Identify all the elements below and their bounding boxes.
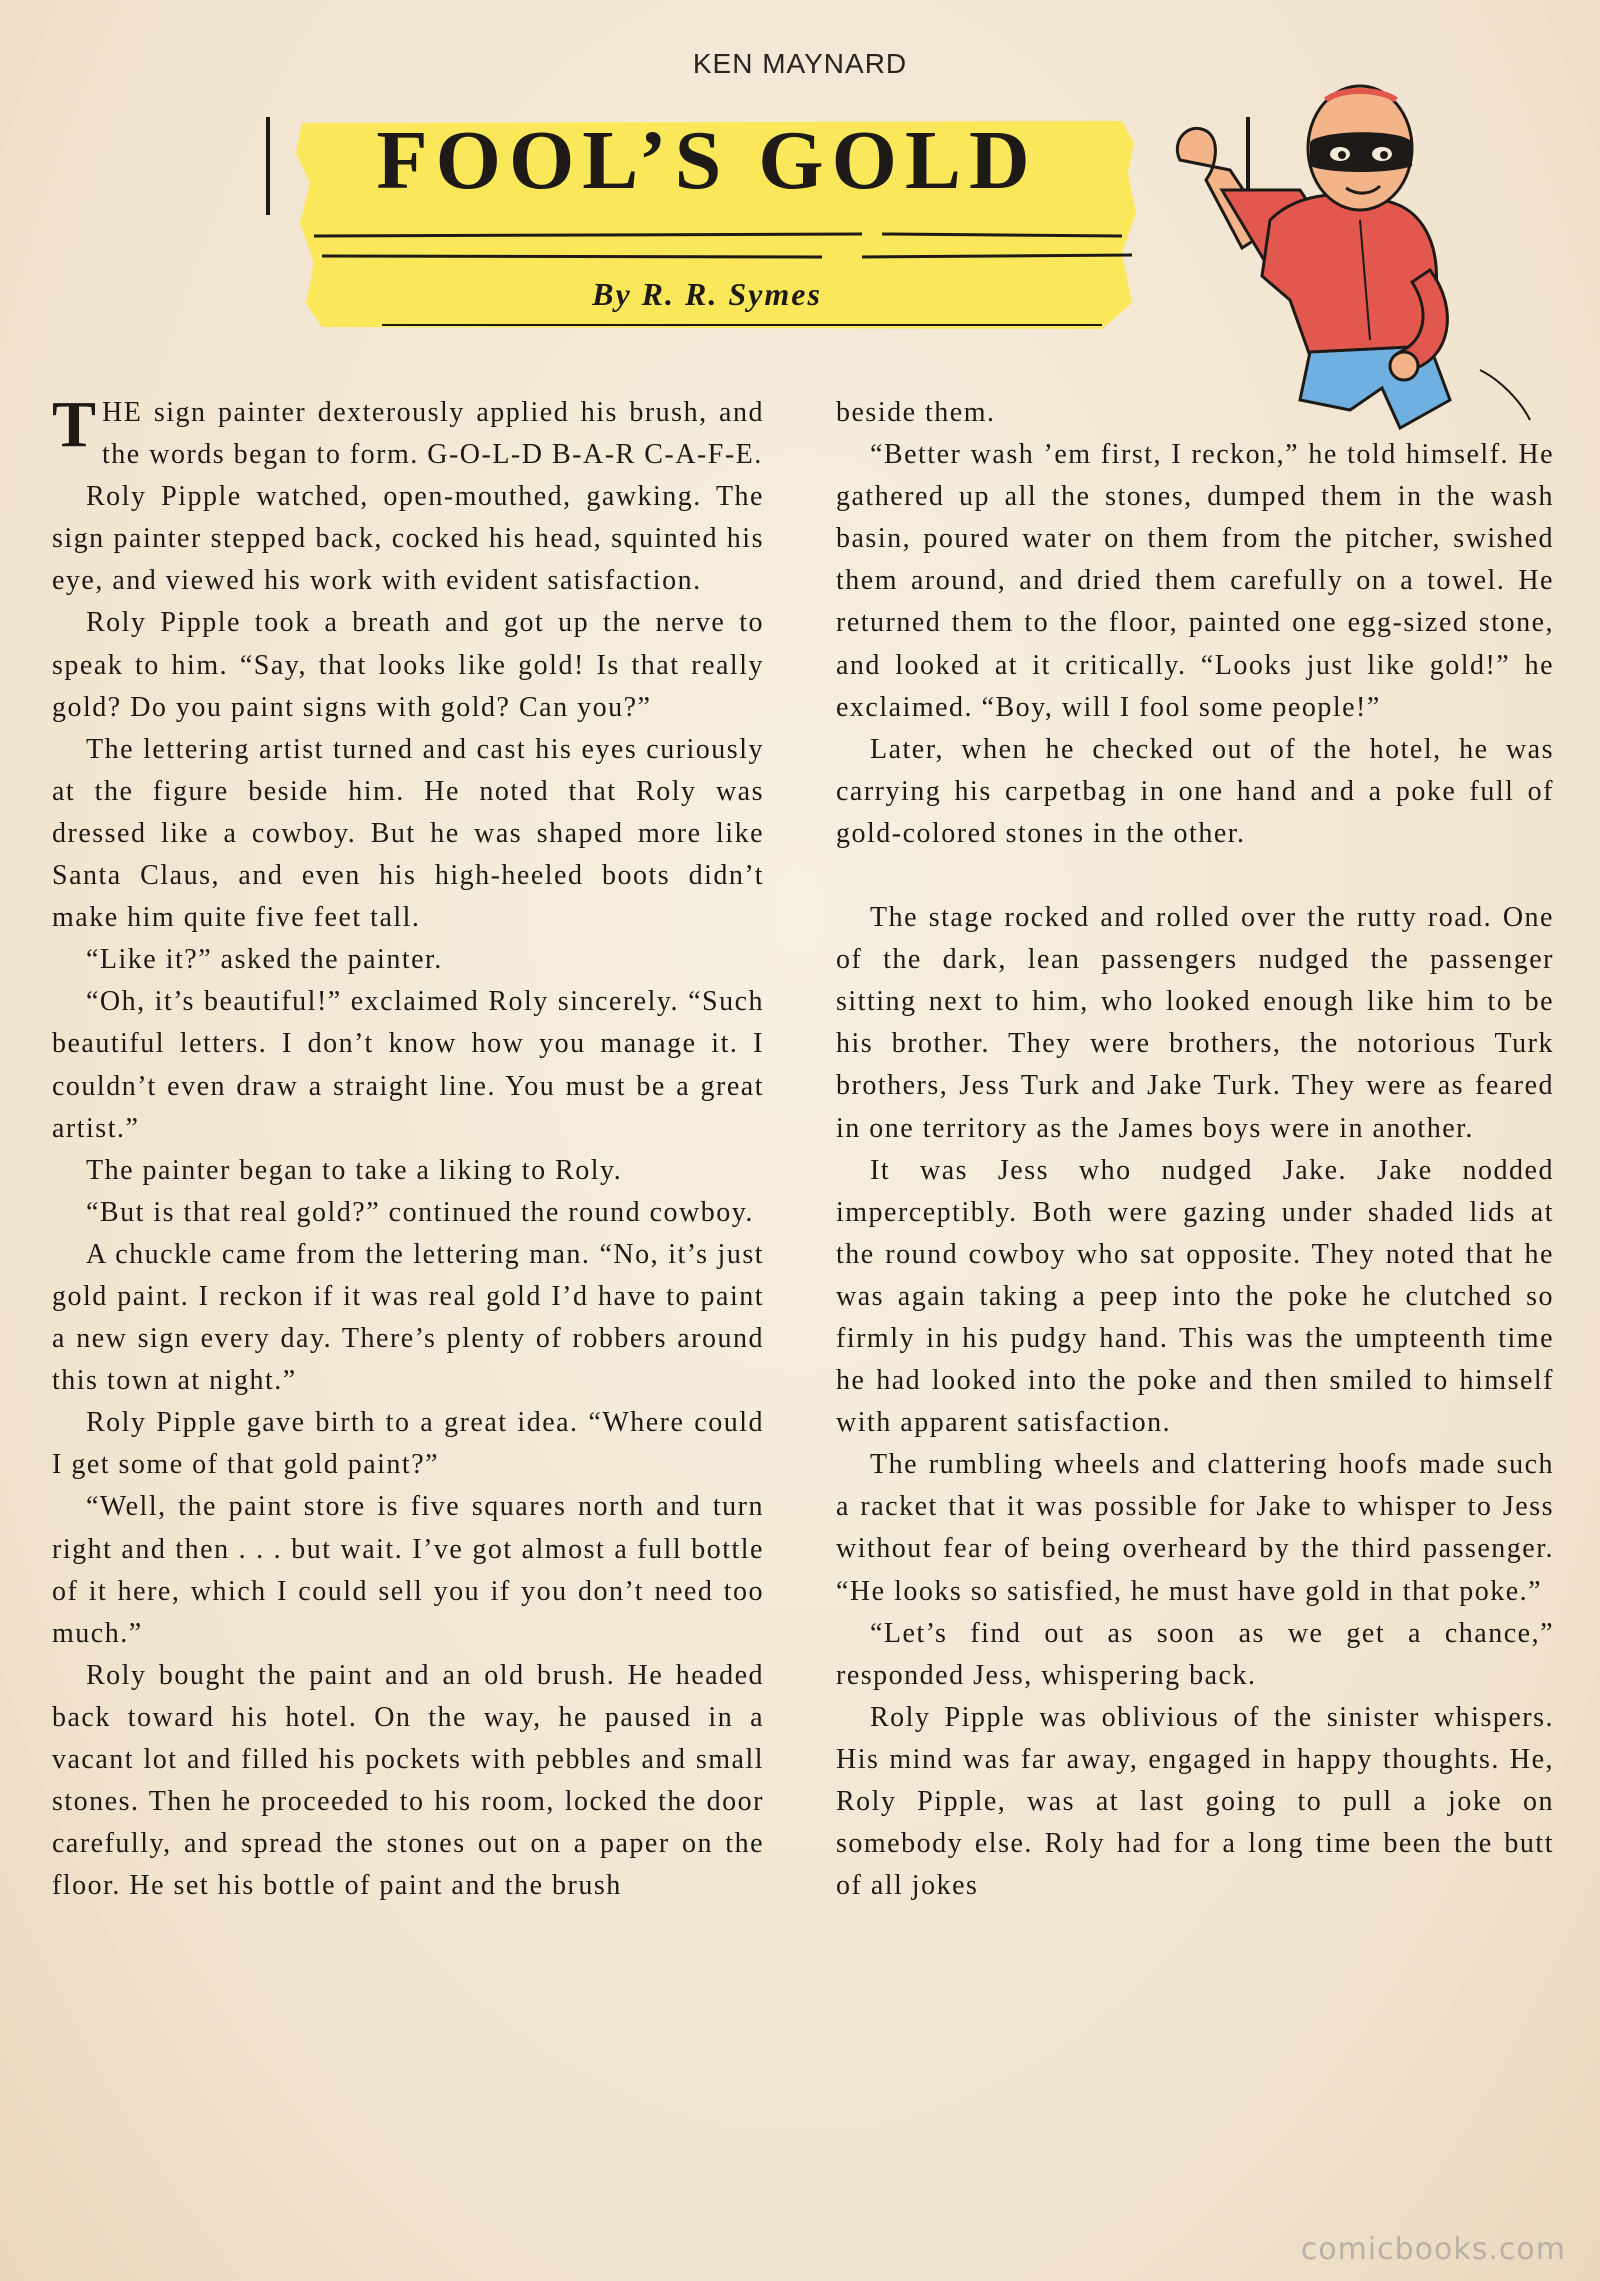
paragraph: THE sign painter dexterously applied his brush, and the words began to form. G-O-L-D B-A-R C-A-F-E. [52,388,764,471]
paragraph: The lettering artist turned and cast his eyes curiously at the figure beside him. He noted that Roly was dressed like a cowboy. But he was shaped more like Santa Claus, and even his high-heeled boots didn’t make him quite five feet tall. [52,733,764,934]
paragraph: “Better wash ’em first, I reckon,” he told himself. He gathered up all the stones, dumped them in the wash basin, poured water on them from the pitcher, swished them around, and dried them carefully on a towel. He returned them to the floor, painted one egg-sized stone, and looked at it critically. “Looks just like gold!” he exclaimed. “Boy, will I fool some people!” [836,439,1554,723]
paragraph: Later, when he checked out of the hotel, he was carrying his carpetbag in one hand and a poke full of gold-colored stones in the other. [836,733,1554,849]
story-title: FOOL’S GOLD [376,114,1038,207]
paragraph: Roly Pipple took a breath and got up the nerve to speak to him. “Say, that looks like gold! Is that really gold? Do you paint signs with gold? Can you?” [52,607,764,723]
paragraph: A chuckle came from the lettering man. “No, it’s just gold paint. I reckon if it was real gold I’d have to paint a new sign every day. There’s plenty of robbers around this town at night.” [52,1238,764,1397]
paragraph: “Well, the paint store is five squares north and turn right and then . . . but wait. I’ve got almost a full bottle of it here, which I could sell you if you don’t need too much.” [52,1491,764,1649]
paragraph: The rumbling wheels and clattering hoofs made such a racket that it was possible for Jake to whisper to Jess without fear of being overheard by the third passenger. “He looks so satisfied, he must have gold in that poke.” [836,1449,1554,1607]
paragraph: Roly Pipple was oblivious of the sinister whispers. His mind was far away, engaged in happy thoughts. He, Roly Pipple, was at last going to pull a joke on somebody else. Roly had for a long time been the butt of all jokes [836,1701,1554,1902]
paragraph: “But is that real gold?” continued the round cowboy. [86,1196,754,1228]
paragraph: “Oh, it’s beautiful!” exclaimed Roly sincerely. “Such beautiful letters. I don’t know how you manage it. I couldn’t even draw a straight line. You must be a great artist.” [52,986,764,1144]
paragraph: beside them. [836,397,996,428]
paragraph: Roly Pipple gave birth to a great idea. “Where could I get some of that gold paint?” [52,1407,764,1481]
series-title: KEN MAYNARD [692,48,908,79]
paragraph: The stage rocked and rolled over the rutty road. One of the dark, lean passengers nudged the passenger sitting next to him, who looked enough like him to be his brother. They were brothers, the notorious Turk brothers, Jess Turk and Jake Turk. They were as feared in one territory as the James boys were in another. [836,902,1554,1144]
drop-cap: T [52,388,97,461]
paragraph: Roly bought the paint and an old brush. He headed back toward his hotel. On the way, he paused in a vacant lot and filled his pockets with pebbles and small stones. Then he proceeded to his room, locked the door carefully, and spread the stones out on a paper on the floor. He set his bottle of paint and the brush [52,1659,764,1902]
paragraph: Roly Pipple watched, open-mouthed, gawking. The sign painter stepped back, cocked his head, squinted his eye, and viewed his work with evident satisfaction. [52,481,764,597]
masked-painter-icon [1150,70,1570,440]
paragraph: The painter began to take a liking to Roly. [86,1154,623,1186]
byline: By R. R. Symes [592,276,822,312]
paragraph: It was Jess who nudged Jake. Jake nodded imperceptibly. Both were gazing under shaded lids at the round cowboy who sat opposite. They noted that he was again taking a peep into the poke he clutched so firmly in his pudgy hand. This was the umpteenth time he had looked into the poke and then smiled to himself with apparent satisfaction. [836,1154,1554,1439]
paragraph: “Like it?” asked the painter. [86,944,443,976]
right-column [836,392,1554,1907]
left-column [52,388,764,1907]
watermark: comicbooks.com [1300,2232,1566,2267]
paragraph: “Let’s find out as soon as we get a chance,” responded Jess, whispering back. [836,1617,1554,1691]
